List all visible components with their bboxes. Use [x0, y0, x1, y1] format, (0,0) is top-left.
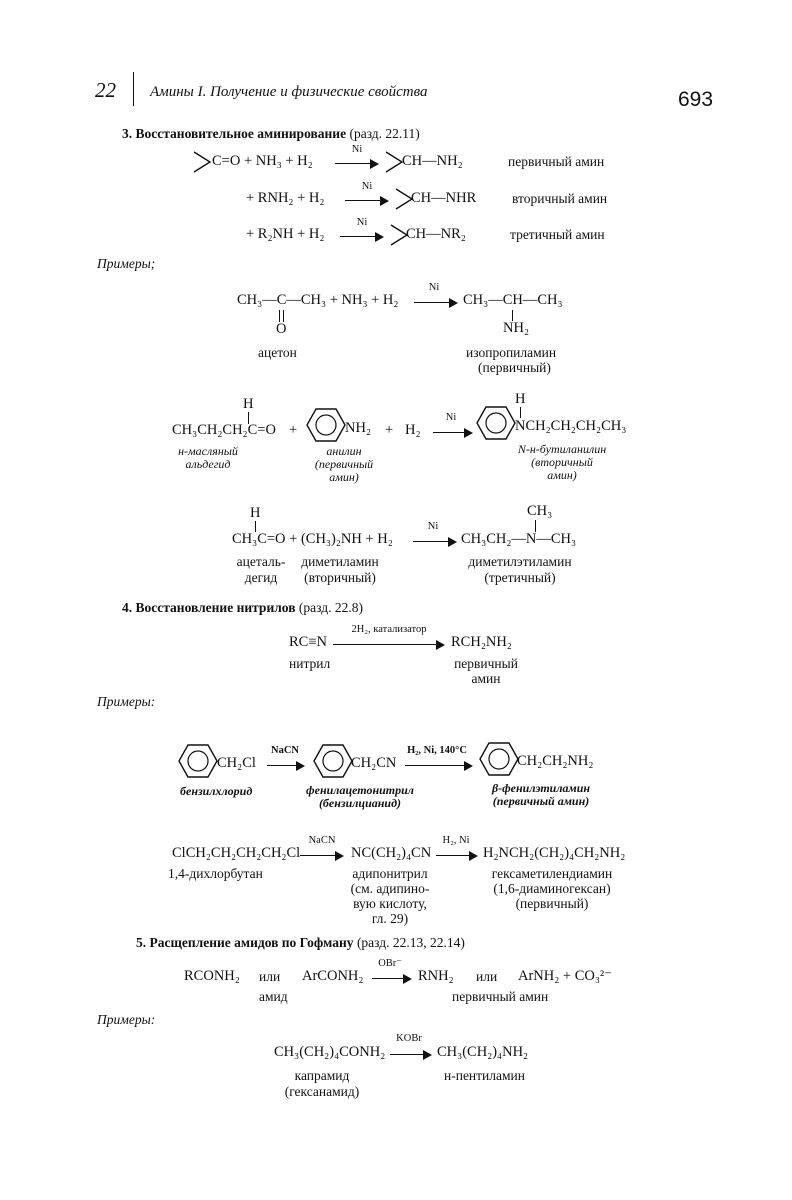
ex2-name-3-l2: (вторичный: [531, 455, 593, 469]
s3-r1-left: C=O + NH₃ + H₂: [212, 153, 313, 169]
section-3-ref: (разд. 22.11): [349, 126, 420, 141]
ex5-mid: NC(CH₂)₄CN: [351, 845, 432, 861]
ex5-name-2-l3: вую кислоту,: [353, 896, 427, 911]
ex5-name-3-l2: (1,6-диаминогексан): [493, 881, 611, 896]
ex2-h-top: H: [243, 396, 254, 412]
ex1-right: CH₃—CH—CH₃: [463, 292, 563, 308]
section-4-title: 4. Восстановление нитрилов: [122, 600, 296, 615]
s3-r2-left: + RNH₂ + H₂: [246, 190, 325, 206]
s4-name-right: [446, 656, 526, 686]
ex4-sub-2: CH₂CN: [351, 755, 397, 771]
ex2-name-2-l3: амин): [329, 470, 359, 484]
s5-name-left: амид: [259, 989, 288, 1004]
s5-left-2: ArCONH₂: [302, 968, 364, 984]
ex6-name-1-l1: капрамид: [294, 1068, 350, 1083]
ex2-name-3-l1: N-н-бутиланилин: [517, 442, 607, 456]
ex5-left: ClCH₂CH₂CH₂CH₂Cl: [172, 845, 301, 861]
s5-name-right: первичный амин: [452, 989, 549, 1004]
section-3-heading: [122, 126, 420, 142]
ex5-catalyst-2: H₂, Ni: [442, 835, 470, 846]
examples-label-2: Примеры:: [97, 694, 156, 709]
s4-name-left: нитрил: [289, 656, 331, 671]
ex2-nh-bond: [520, 407, 521, 418]
benzyl-cyanide-ring-icon: [313, 743, 353, 779]
ex4-catalyst-2: H₂, Ni, 140°C: [407, 745, 467, 756]
ex4-catalyst-1: NaCN: [271, 745, 299, 756]
ex1-name-right-2: (первичный): [478, 360, 551, 375]
aniline-benzene-ring-icon: [306, 407, 346, 443]
s4-right: RCH₂NH₂: [451, 634, 512, 650]
ex4-name-2-l2: (бензилцианид): [318, 796, 402, 810]
ex3-name-2: [292, 554, 388, 586]
ex1-arrow: [414, 296, 458, 310]
ex1-left: CH₃—C—CH₃ + NH₃ + H₂: [237, 292, 399, 308]
s5-or-1: или: [259, 969, 281, 984]
ex4-name-2-l1: фенилацетонитрил: [306, 783, 414, 797]
section-5-title: 5. Расщепление амидов по Гофману: [136, 935, 354, 950]
ex6-right: CH₃(CH₂)₄NH₂: [437, 1044, 529, 1060]
ex5-name-2: [335, 866, 445, 926]
carbonyl-bond-glyph: [192, 150, 214, 174]
s3-r1-catalyst: Ni: [351, 144, 363, 155]
s3-r1-right: CH—NH₂: [402, 153, 463, 169]
ex3-right: CH₃CH₂—N—CH₃: [461, 531, 577, 547]
s4-name-right-2: амин: [471, 671, 501, 686]
ex3-ch3-top: CH₃: [527, 503, 553, 519]
ex2-plus-2: +: [385, 422, 394, 438]
ex3-name-3-l1: диметилэтиламин: [468, 554, 572, 569]
s3-r3-left: + R₂NH + H₂: [246, 226, 325, 242]
ex1-catalyst: Ni: [428, 282, 440, 293]
ex5-right: H₂NCH₂(CH₂)₄CH₂NH₂: [483, 845, 626, 861]
ex5-arrow-2: [436, 849, 478, 863]
s3-r3-catalyst: Ni: [356, 217, 368, 228]
ex4-name-3-l2: (первичный амин): [492, 794, 590, 808]
ex2-aniline-sub: NH₂: [345, 420, 371, 436]
ex3-name-1-l2: дегид: [244, 570, 278, 585]
ex1-nh2: NH₂: [503, 320, 529, 336]
ex4-name-2: [300, 784, 420, 810]
ex3-catalyst: Ni: [427, 521, 439, 532]
ex3-left: CH₃C=O + (CH₃)₂NH + H₂: [232, 531, 393, 547]
s3-r1-arrow: [335, 157, 379, 171]
ex2-name-3-l3: амин): [547, 468, 577, 482]
ex2-name-1: [168, 445, 248, 471]
s3-r2-note: вторичный амин: [512, 191, 608, 206]
s3-r3-right: CH—NR₂: [406, 226, 466, 242]
ex2-name-2: [304, 445, 384, 484]
ex5-name-2-l4: гл. 29): [371, 911, 409, 926]
running-title: Амины I. Получение и физические свойства: [150, 84, 428, 100]
section-4-heading: [122, 600, 363, 616]
phenylethylamine-ring-icon: [479, 741, 519, 777]
s5-right-2: ArNH₂ + CO₃²⁻: [518, 968, 612, 984]
ex3-h-top: H: [250, 505, 261, 521]
ex4-arrow-1: [267, 759, 305, 773]
ex3-name-2-l2: (вторичный): [304, 570, 376, 585]
ex3-name-3: [455, 554, 585, 586]
s3-r3-arrow: [340, 230, 384, 244]
ex6-name-2: н-пентиламин: [444, 1068, 526, 1083]
page-number: 693: [678, 88, 714, 111]
ex2-name-1-l1: н-масляный: [178, 444, 238, 458]
ex6-name-1-l2: (гексанамид): [284, 1084, 360, 1099]
ex3-name-3-l2: (третичный): [484, 570, 556, 585]
s3-r1-note: первичный амин: [508, 154, 605, 169]
section-3-title: 3. Восстановительное аминирование: [122, 126, 347, 141]
ex4-name-1: бензилхлорид: [180, 784, 253, 798]
s5-right-1: RNH₂: [418, 968, 454, 984]
examples-label-3: Примеры:: [97, 1012, 156, 1027]
ex5-name-3-l1: гексаметилендиамин: [491, 866, 613, 881]
s3-r2-right: CH—NHR: [411, 190, 477, 206]
ex2-catalyst: Ni: [445, 412, 457, 423]
s5-left-1: RCONH₂: [184, 968, 240, 984]
ex4-name-3-l1: β-фенилэтиламин: [491, 781, 591, 795]
chapter-number: 22: [95, 78, 116, 102]
ex5-name-2-l1: адипонитрил: [352, 866, 428, 881]
s4-name-right-1: первичный: [454, 656, 518, 671]
ex2-aldehyde: CH₃CH₂CH₂C=O: [172, 422, 276, 438]
ex4-arrow-2: [405, 759, 473, 773]
section-5-heading: [136, 935, 465, 951]
ex4-name-3: [476, 782, 606, 808]
ex3-name-1: [226, 554, 296, 586]
s4-catalyst: 2H₂, катализатор: [351, 624, 427, 635]
s5-catalyst: OBr⁻: [378, 958, 402, 969]
section-4-ref: (разд. 22.8): [298, 600, 363, 615]
ex1-name-right-1: изопропиламин: [466, 345, 557, 360]
ex6-name-1: [272, 1068, 372, 1100]
ex5-name-1: 1,4-дихлорбутан: [168, 866, 263, 881]
s4-arrow: [333, 638, 445, 652]
s5-or-2: или: [476, 969, 498, 984]
ex4-sub-3: CH₂CH₂NH₂: [517, 753, 594, 769]
ex5-arrow-1: [300, 849, 344, 863]
ex2-product: NCH₂CH₂CH₂CH₃: [515, 418, 627, 434]
benzyl-chloride-ring-icon: [178, 743, 218, 779]
s4-left: RC≡N: [289, 634, 327, 650]
header-divider: [133, 72, 134, 106]
ex2-name-1-l2: альдегид: [185, 457, 231, 471]
s3-r2-catalyst: Ni: [361, 181, 373, 192]
ex5-name-2-l2: (см. адипино-: [350, 881, 430, 896]
ex5-name-3-l3: (первичный): [515, 896, 589, 911]
product-benzene-ring-icon: [476, 405, 516, 441]
ex5-name-3: [482, 866, 622, 911]
ex3-name-2-l1: диметиламин: [301, 554, 379, 569]
ex2-name-2-l1: анилин: [326, 444, 362, 458]
ex3-arrow: [413, 535, 457, 549]
s3-r2-arrow: [345, 194, 389, 208]
s5-arrow: [372, 972, 412, 986]
ex2-name-3: [502, 443, 622, 482]
ex2-plus-1: +: [289, 422, 298, 438]
ex6-left: CH₃(CH₂)₄CONH₂: [274, 1044, 386, 1060]
section-5-ref: (разд. 22.13, 22.14): [356, 935, 465, 950]
ex3-name-1-l1: ацеталь-: [236, 554, 286, 569]
s3-r3-note: третичный амин: [510, 227, 605, 242]
ex6-catalyst: KOBr: [396, 1033, 422, 1044]
ex1-oxygen: O: [276, 321, 287, 337]
ex2-h-prod: H: [515, 391, 526, 407]
ex2-arrow: [433, 426, 473, 440]
ex4-sub-1: CH₂Cl: [217, 755, 256, 771]
ex6-arrow: [390, 1048, 432, 1062]
ex5-catalyst-1: NaCN: [308, 835, 336, 846]
examples-label-1: Примеры;: [97, 256, 156, 271]
ex1-name-left: ацетон: [258, 345, 297, 360]
ex2-name-2-l2: (первичный: [314, 457, 374, 471]
ex2-h2: H₂: [405, 422, 421, 438]
